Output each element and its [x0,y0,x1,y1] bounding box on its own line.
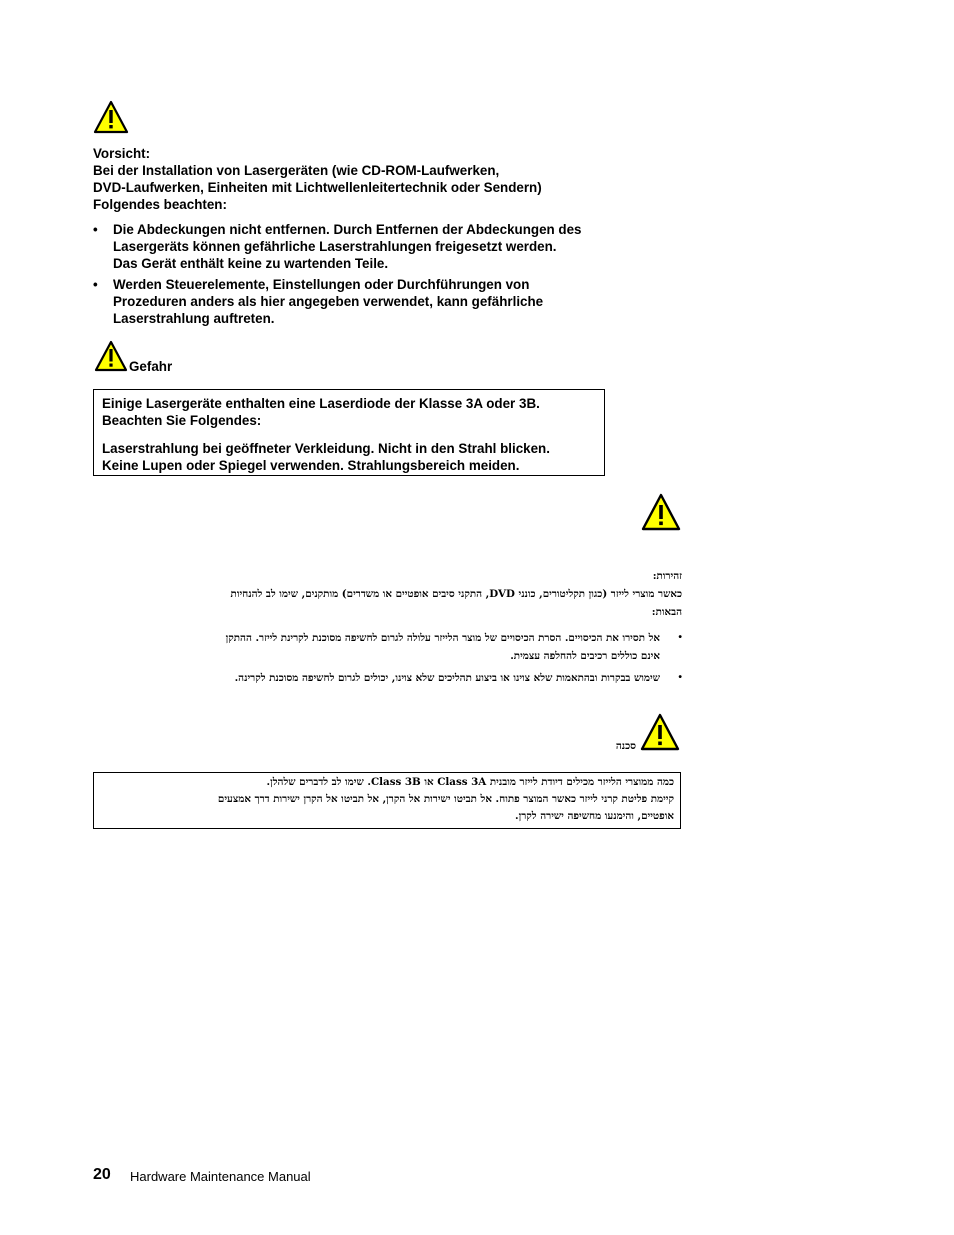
bullet-mark: • [93,222,98,237]
bullet-mark: • [678,672,682,683]
warning-triangle-icon [94,340,128,372]
bullet-mark: • [678,632,682,643]
box-line: קיימת פליטת קרני לייזר כאשר המוצר פתוח. אל תביטו ישירות אל הקרן, אל תביטו אל הקרן ישירות דרך אמצעים [217,793,674,805]
list-item-line: אל תסירו את הכיסויים. הסרת הכיסויים של מוצר הלייזר עלולה לגרום לחשיפה מסוכנת לקרינת לייזר. ההתקן [225,632,660,644]
danger-he-label: סכנה [615,740,636,752]
list-item-line: שימוש בבקרות ובהתאמות שלא צוינו או ביצוע תהליכים שלא צוינו, יכולים לגרום לחשיפה מסוכנת לקרינה. [234,672,660,684]
list-item-line: אינם כוללים רכיבים להחלפה עצמית. [510,650,660,662]
list-item-line: Lasergeräts können gefährliche Laserstrahlungen freigesetzt werden. [113,239,557,254]
box-line: Keine Lupen oder Spiegel verwenden. Strahlungsbereich meiden. [102,458,520,473]
list-item-line: Das Gerät enthält keine zu wartenden Teile. [113,256,389,271]
page-number: 20 [93,1166,111,1183]
list-item [90,669,682,687]
manual-title: Hardware Maintenance Manual [130,1169,311,1184]
caution-he-intro-line: הבאות: [651,606,682,618]
box-line: כמה ממוצרי הלייזר מכילים דיודת לייזר מובנית Class 3A או Class 3B. שימו לב לדברים שלהלן. [266,776,674,788]
caution-de-intro-line: Bei der Installation von Lasergeräten (wie CD-ROM-Laufwerken, [93,163,500,178]
caution-de-heading: Vorsicht: [93,146,151,161]
box-line: Beachten Sie Folgendes: [102,413,262,428]
list-item [90,629,682,665]
bullet-mark: • [93,277,98,292]
caution-he-section [90,567,682,687]
caution-he-intro-line: כאשר מוצרי לייזר (כגון תקליטורים, כונני DVD, התקני סיבים אופטיים או משדרים) מותקנים, שימו לב להנחיות [230,588,682,600]
caution-he-bullets [90,629,682,687]
danger-de-box-text [102,395,602,474]
caution-de-intro-line: DVD-Laufwerken, Einheiten mit Lichtwellenleitertechnik oder Sendern) [93,180,542,195]
caution-de-intro-line: Folgendes beachten: [93,197,227,212]
box-line: Einige Lasergeräte enthalten eine Laserdiode der Klasse 3A oder 3B. [102,396,540,411]
warning-triangle-icon [641,493,681,531]
caution-de-bullets [93,221,633,327]
list-item-line: Werden Steuerelemente, Einstellungen oder Durchführungen von [113,277,530,292]
danger-he-box [93,772,681,829]
caution-de-section [93,145,633,327]
list-item-line: Prozeduren anders als hier angegeben verwendet, kann gefährliche [113,294,544,309]
caution-he-heading: זהירות: [652,570,682,582]
warning-triangle-icon [93,100,129,134]
box-line: Laserstrahlung bei geöffneter Verkleidung. Nicht in den Strahl blicken. [102,441,550,456]
danger-he-box-text [98,774,674,825]
danger-de-label: Gefahr [129,359,173,374]
list-item-line: Laserstrahlung auftreten. [113,311,275,326]
list-item [93,276,633,327]
warning-triangle-icon [640,713,680,751]
list-item [93,221,633,272]
danger-de-box [93,389,605,476]
box-line: אופטיים, והימנעו מחשיפה ישירה לקרן. [515,810,674,822]
list-item-line: Die Abdeckungen nicht entfernen. Durch Entfernen der Abdeckungen des [113,222,582,237]
